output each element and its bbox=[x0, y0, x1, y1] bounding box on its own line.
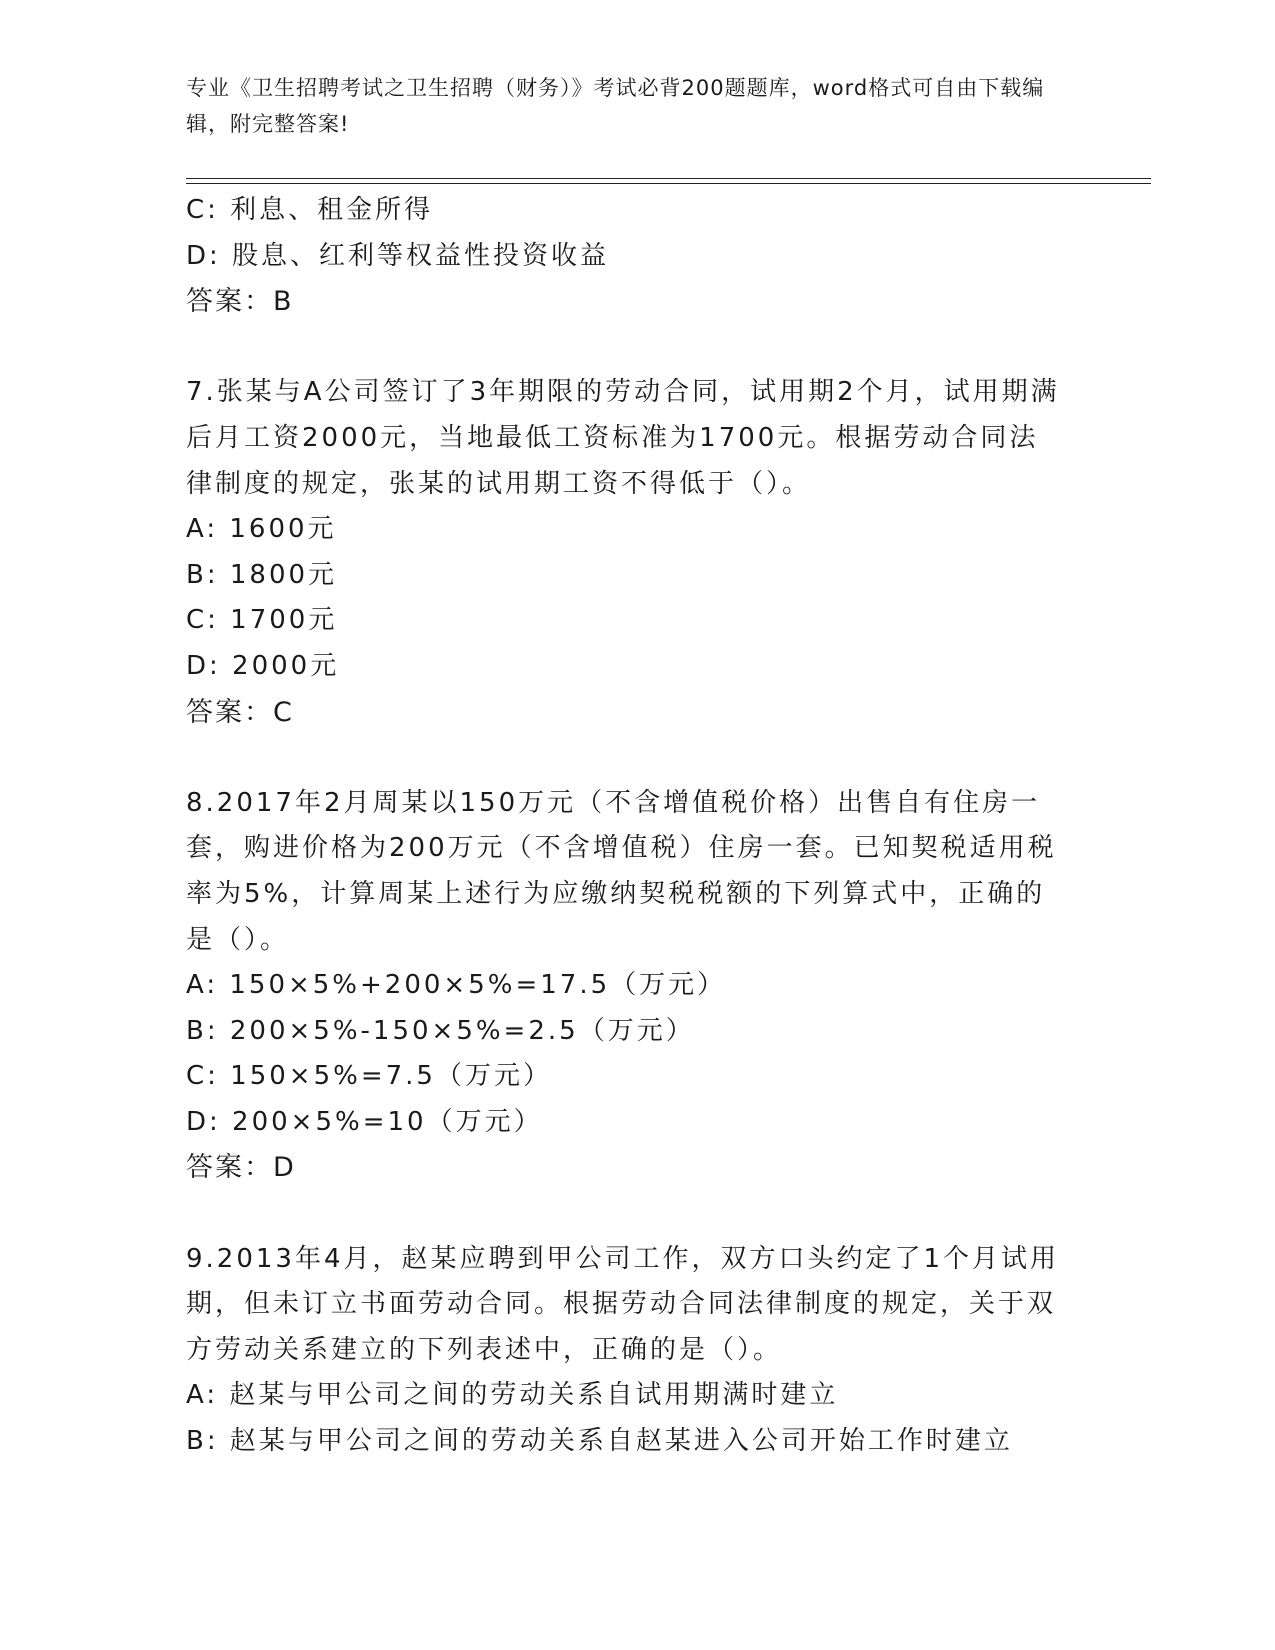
question-stem: 9.2013年4月，赵某应聘到甲公司工作，双方口头约定了1个月试用期，但未订立书面劳动合同。根据劳动合同法律制度的规定，关于双方劳动关系建立的下列表述中，正确的是（）。 bbox=[186, 1243, 1060, 1365]
option-b: B: 1800元 bbox=[186, 559, 338, 590]
answer-line: 答案：D bbox=[186, 1152, 296, 1184]
option-b: B: 赵某与甲公司之间的劳动关系自赵某进入公司开始工作时建立 bbox=[186, 1426, 1013, 1457]
option-d: D: 股息、红利等权益性投资收益 bbox=[186, 240, 610, 271]
document-body bbox=[186, 188, 1066, 1465]
option-c: C: 150×5%=7.5（万元） bbox=[186, 1061, 552, 1092]
option-a: A: 1600元 bbox=[186, 514, 337, 545]
document-header: 专业《卫生招聘考试之卫生招聘（财务）》考试必背200题题库，word格式可自由下载编辑，附完整答案! bbox=[186, 76, 1045, 136]
option-a: A: 赵某与甲公司之间的劳动关系自试用期满时建立 bbox=[186, 1380, 839, 1411]
spacer bbox=[186, 735, 1066, 781]
option-d: D: 2000元 bbox=[186, 650, 340, 681]
question-7 bbox=[186, 370, 1066, 735]
spacer bbox=[186, 1191, 1066, 1237]
spacer bbox=[186, 325, 1066, 371]
option-b: B: 200×5%-150×5%=2.5（万元） bbox=[186, 1015, 695, 1046]
question-stem: 7.张某与A公司签订了3年期限的劳动合同，试用期2个月，试用期满后月工资2000元，当地最低工资标准为1700元。根据劳动合同法律制度的规定，张某的试用期工资不得低于（）。 bbox=[186, 377, 1060, 499]
option-a: A: 150×5%+200×5%=17.5（万元） bbox=[186, 970, 727, 1001]
option-d: D: 200×5%=10（万元） bbox=[186, 1106, 543, 1137]
answer-line: 答案：B bbox=[186, 286, 294, 318]
question-9 bbox=[186, 1237, 1066, 1465]
question-8 bbox=[186, 781, 1066, 1191]
question-6-continued bbox=[186, 188, 1066, 325]
option-c: C: 1700元 bbox=[186, 605, 338, 636]
question-stem: 8.2017年2月周某以150万元（不含增值税价格）出售自有住房一套，购进价格为200万元（不含增值税）住房一套。已知契税适用税率为5%，计算周某上述行为应缴纳契税税额的下列算式中，正确的是（）。 bbox=[186, 787, 1057, 955]
option-c: C: 利息、租金所得 bbox=[186, 195, 434, 225]
answer-line: 答案：C bbox=[186, 696, 294, 728]
header-rule-top bbox=[186, 178, 1151, 179]
header-rule-bottom bbox=[186, 183, 1151, 184]
